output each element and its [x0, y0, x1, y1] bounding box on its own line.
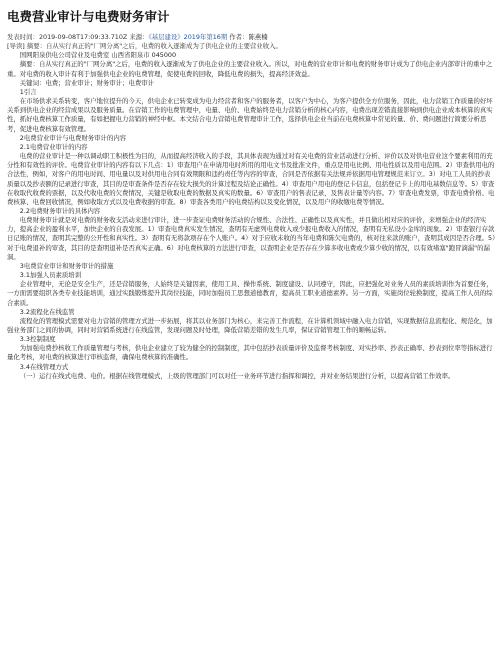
- body-paragraph: 电费财务审计就是对电费的财务收支活动来进行审计，进一步查证电费财务活动的合规性、合法性、正确性以及真实性，并且做出相对应的评价，来增强企业的经济实力，提高企业的盈利水平，加快企业的自我发展。1）审查电费真实发生情况，查明有无虚列电费收入或少报电费收入的情况，查明有无私设小金库的现象。2）审查银行存款日记账的情况，查明其完整的公开性和真实性。3）查明有无将款项存在个人账户。4）对于应收未收的当年电费和陈欠电费的，核对往来款的账户，查明其成因是否合理。5）对于电费退补的审查，其目的是查明退补是否真实正确。6）对电费核算的方法进行审查，以查明企业是否存在少算多收电费或少算少收的情况，以有效堵塞"跑冒滴漏"的漏洞。: [7, 216, 496, 261]
- section-heading-intro: 1引言: [19, 87, 37, 96]
- subsection-heading: 3.3控制制度: [19, 335, 56, 344]
- section-heading: 3电费营业审计和财务审计的措施: [19, 261, 114, 270]
- body-paragraph: 电费的营业审计是一种以调动职工积极性为目的，从而提高经济收入的手段，其具体表现为通过对有关电费的营业活动进行分析、评价以及对供电营业这个要素利用的充分性和有效性的评价。电费营业审计的内容有以下几点：1）审查用户在申请用电时所用的用电文书及批准文件，重点是用电比例、用电性质以及用电范围。2）审查供用电的合法性，例如，对客户的用电时间、用电量以及对供用电合同有效期限和违约责任等内容的审查，合同是否依据有关法规并依据用电管理规范来订立。3）对电工人员的抄表质量以及抄表额的记录进行审查，其目的是审查条件是否存在较大损失的计算过程及结论正确性。4）审查用户用电的登记卡信息，包括登记卡上的用电基数信息等。5）审查在收取代收费的票据，以及代收电费的欠费情况，关键是收取电费的数据及真实的数量。6）审查用户的售表记录，及售表计量等内容。7）审查电费发票，审查电费价格、电费核算、电费回收情况，例如收取方式以及电费收据的审查。8）审查各类用户的电费结构以及变化情况，以及用户的收缴电费等情况。: [7, 152, 495, 206]
- body-paragraph: 在市场供求关系转变，客户地位提升的今天，供电企业已转变成为电力经营者和客户的服务者，以客户为中心，为客户提供全方位服务，因此，电力营销工作质量的好坏关系到供电企业的经营成果以及服务质量。在营销工作的电费管理中，电量、电价、电费始终是电力营销分析的核心内容，电费出现差错直接影响到供电企业成本核算的真实性，抓好电费核算工作质量，有如把握电力营销的神经中枢。本文结合电力营销电费管理审计工作，选择供电企业当前在电费核算中常见的量、价、费问题进行简要分析思考，促进电费核算有效管理。: [7, 97, 493, 133]
- keywords: 关键词：电费；营业审计；财务审计；电费审计: [19, 78, 154, 87]
- published-label: 发表时间：: [7, 33, 39, 41]
- subsection-heading: 2.1电费营业审计的内容: [19, 142, 88, 151]
- subsection-heading: 3.2流程化在线监管: [19, 307, 75, 316]
- section-heading: 2电费营业审计与电费财务审计的内容: [19, 133, 127, 142]
- guide-line: [导读] 摘要：自从实行真正的"厂网分离"之后，电费的收入逐渐成为了供电企业的主要营业收入。: [7, 42, 282, 51]
- subsection-heading: 2.2电费财务审计的具体内容: [19, 206, 101, 215]
- source-label: 来源：: [129, 33, 149, 41]
- subsection-heading: 3.1加强人员素质培训: [19, 271, 82, 280]
- body-paragraph: 流程化的管理模式需要对电力营销的管理方式进一步拓展，将其以业务部门为核心，来完善工作流程，在计算机领域中融入电力营销，实现数据信息流程化、规范化，加强业务部门之间的协调，同时对营销系统进行在线监管，发现问题及时处理，降低营销差错的发生几率，保证营销管理工作的顺畅运转。: [7, 316, 493, 334]
- body-paragraph: （一）运行在线式电费、电价。根据在线管理模式，上级的管理部门可以对任一业务环节进行指挥和调控，并对业务结果进行分析，以提高营销工作效率。: [19, 371, 455, 380]
- article-meta: [7, 33, 496, 42]
- author-label: 作者：: [229, 33, 249, 41]
- body-paragraph: 企业管理中，无论是安全生产，还是营销服务，人始终是关键因素，使用工具、操作系统、制度建设、认同遵守，因此，应把强化对业务人员的素质培训作为首要任务，一方面需要组织各类专业技能培训，通过实践锻炼提升其岗位技能，同时加强员工思想道德教育，提高员工职业道德素养。另一方面，实施岗位轮换制度，提高工作人员的综合素质。: [7, 280, 493, 307]
- journal-link[interactable]: 《基层建设》2019年第16期: [148, 33, 228, 41]
- body-paragraph: 为加强电费抄核收工作质量管理与考核，供电企业建立了较为健全的控制制度，其中包括抄表质量评价及监督考核制度、对实抄率、抄表正确率、抄表到位率等指标进行量化考核，对电费的核算进行审核监督，确保电费核算的准确性。: [7, 344, 493, 362]
- article-title: 电费营业审计与电费财务审计: [7, 9, 170, 24]
- subsection-heading: 3.4在线管理方式: [19, 362, 69, 371]
- published-date: 2019-09-08T17:09:33.710Z: [38, 33, 128, 41]
- affiliation: 国网阳泉供电公司营业及电费室 山西省阳泉市 045000: [19, 51, 177, 60]
- author-name: 陈燕楠: [248, 33, 268, 41]
- abstract: 摘要：自从实行真正的"厂网分离"之后，电费的收入逐渐成为了供电企业的主要营业收入。所以，对电费的营业审计和电费的财务审计成为了供电企业内部审计的重中之重。对电费的收入审计有利于加强供电企业的电费管理，促使电费的回收，降低电费的损失，提高经济效益。: [7, 60, 493, 78]
